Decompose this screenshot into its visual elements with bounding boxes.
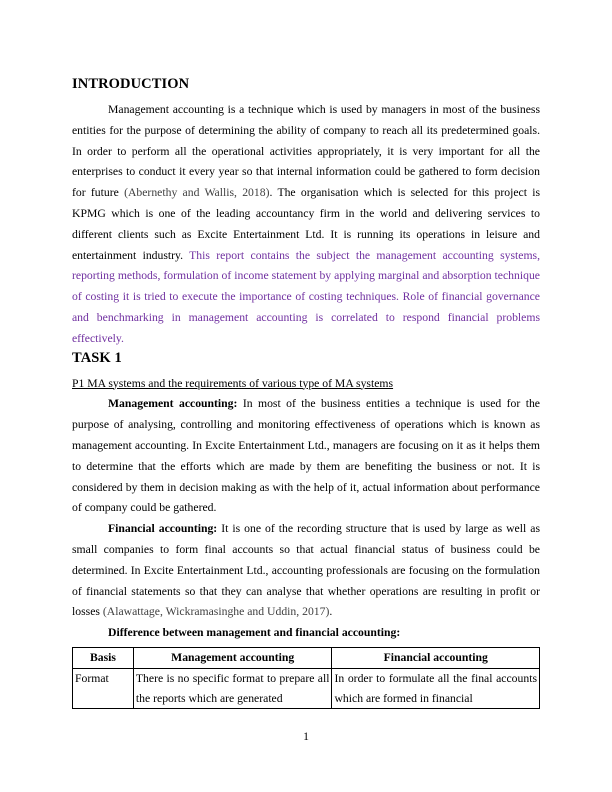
table-cell-financial <box>332 668 540 708</box>
management-accounting-text: In most of the business entities a technique is used for the purpose of analysing, controlling and monitoring effectiveness of operations which is known as management accounting. In Excite Entertainment Ltd., managers are focusing on it as it helps them to determine that the efforts which are made by them are benefiting the business or not. It is considered by them in decision making as with the help of it, actual information about performance of company could be gathered. <box>72 397 540 515</box>
task1-subheading: P1 MA systems and the requirements of various type of MA systems <box>72 376 394 390</box>
intro-highlighted-text: This report contains the subject the management accounting systems, reporting methods, formulation of income statement by applying marginal and absorption technique of costing it is tried to execute the importance of costing techniques. Role of financial governance and benchmarking in management accounting is correlated to respond financial problems effectively. <box>72 248 541 345</box>
table-cell-basis <box>73 668 134 708</box>
table-row <box>73 668 540 708</box>
document-page <box>72 76 540 709</box>
table-header-management: Management accounting <box>133 647 332 668</box>
intro-text-a: Management accounting is a technique which is used by managers in most of the business entities for the purpose of determining the ability of company to reach all its predetermined goals. In order to perform all the operational activities appropriately, it is very important for all the enterprises to conduct it every year so that internal information could be gathered to form decision for future <box>72 103 540 200</box>
management-accounting-label: Management accounting: <box>108 397 238 411</box>
difference-table-title: Difference between management and financial accounting: <box>108 626 401 640</box>
introduction-heading: INTRODUCTION <box>72 76 190 92</box>
page-number: 1 <box>303 730 309 743</box>
task1-heading: TASK 1 <box>72 349 122 366</box>
financial-accounting-paragraph <box>72 519 540 623</box>
intro-text-b: . The organisation which is selected for this project is KPMG which is one of the leading accountancy firm in the world and delivering services to different clients such as Excite Entertainment Ltd. It is running its operations in leisure and entertainment industry. <box>72 186 540 262</box>
financial-accounting-text: It is one of the recording structure that is used by large as well as small companies to form final accounts so that actual financial status of business could be determined. In Excite Entertainment Ltd., accounting professionals are focusing on the formulation of financial statements so that they can analyse that whether operations are resulting in profit or losses <box>72 522 540 619</box>
financial-accounting-end: . <box>329 605 333 619</box>
table-header-basis: Basis <box>73 647 134 668</box>
table-header-financial: Financial accounting <box>332 647 540 668</box>
financial-value: In order to formulate all the final accounts which are formed in financial <box>334 671 537 706</box>
intro-citation: (Abernethy and Wallis, 2018) <box>124 186 270 200</box>
financial-accounting-citation: (Alawattage, Wickramasinghe and Uddin, 2017) <box>102 605 330 619</box>
financial-accounting-label: Financial accounting: <box>108 522 218 536</box>
management-accounting-paragraph <box>72 394 540 519</box>
table-header-row <box>73 647 540 668</box>
basis-value: Format <box>75 671 109 685</box>
difference-table <box>72 647 540 709</box>
table-cell-management <box>133 668 332 708</box>
management-value: There is no specific format to prepare all the reports which are generated <box>135 671 330 706</box>
introduction-paragraph <box>72 100 540 350</box>
